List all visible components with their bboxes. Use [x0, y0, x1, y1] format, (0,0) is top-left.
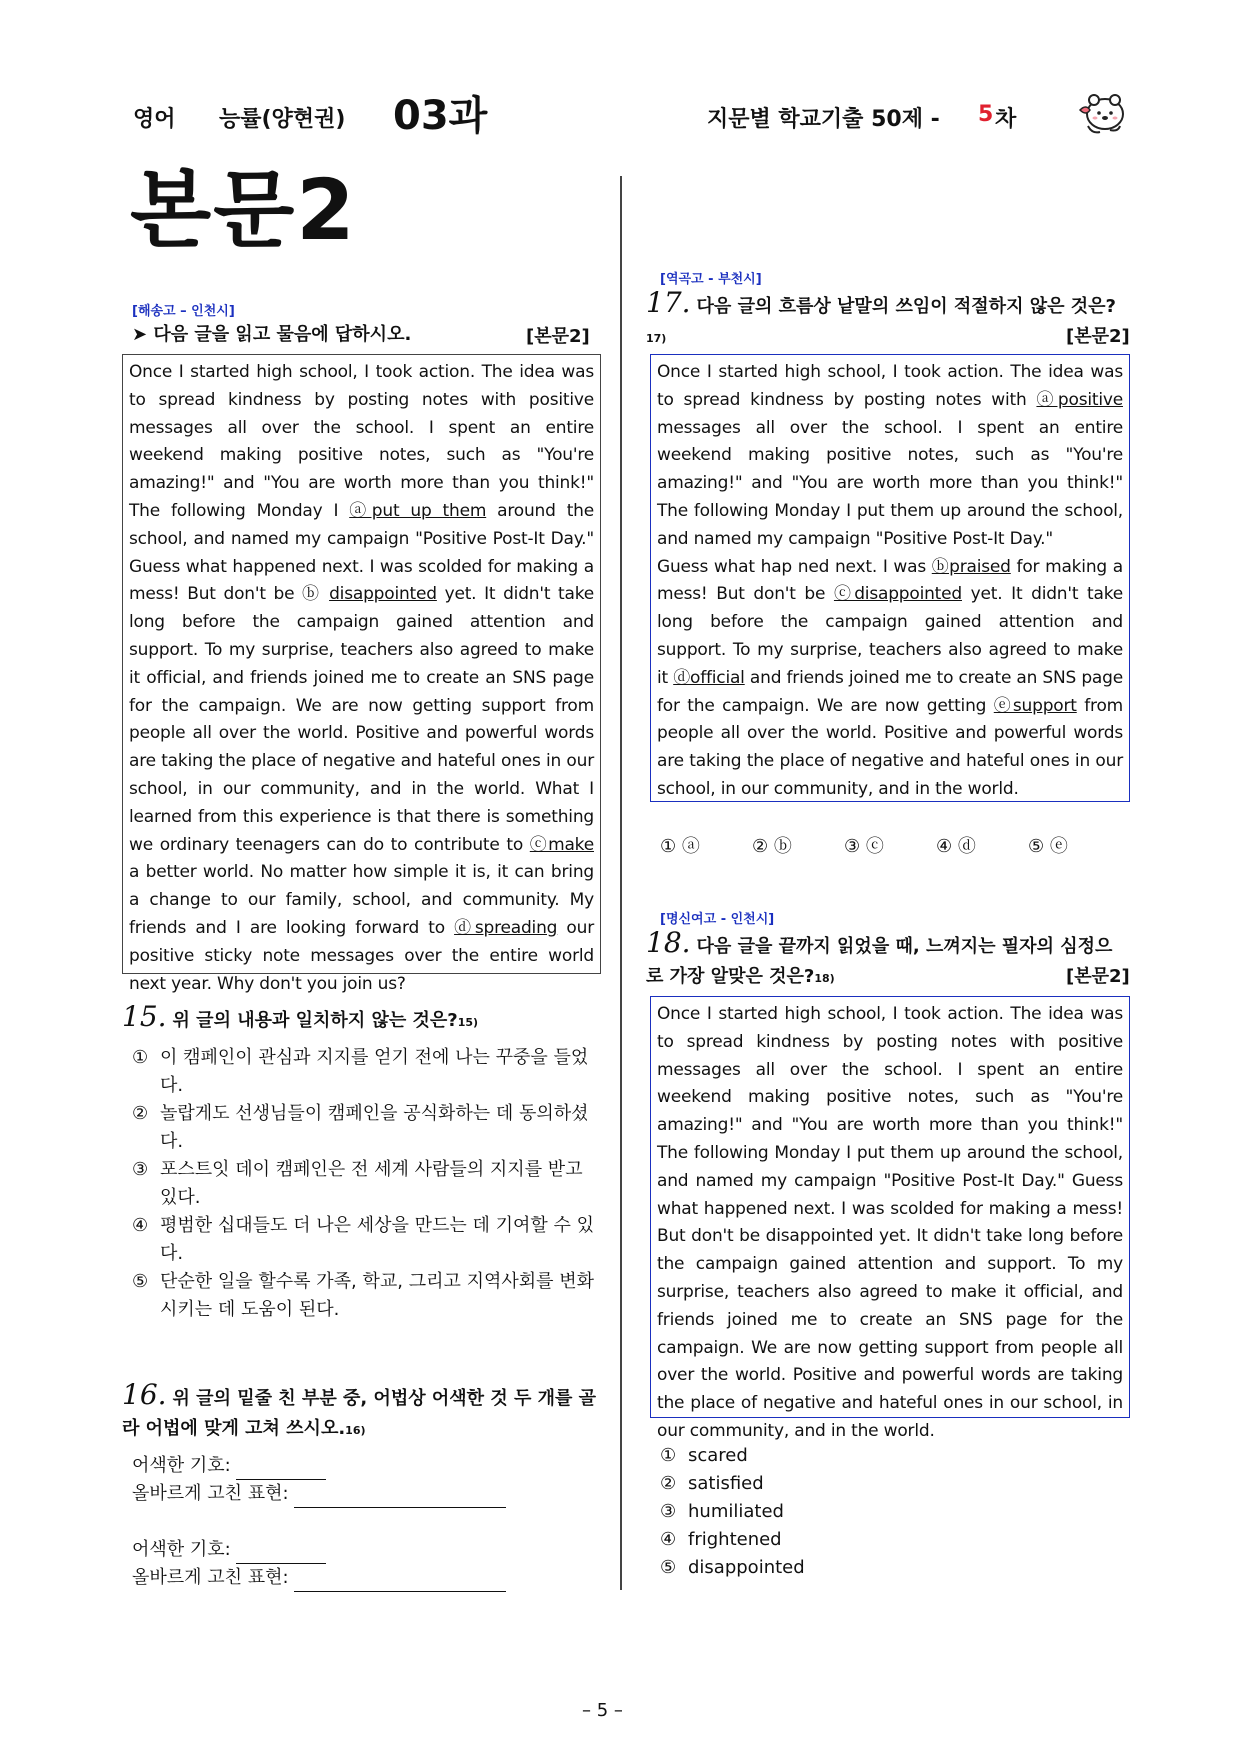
q17-passage-text-4: for making a mess! But don't be [657, 556, 1123, 605]
choice-item[interactable] [132, 1156, 602, 1212]
answer-fix-blank[interactable] [294, 1572, 506, 1592]
page-title: 본문2 [130, 161, 357, 259]
underline-c: ⓒmake [529, 834, 594, 855]
choice-text: frightened [688, 1529, 782, 1550]
question-17 [646, 288, 1126, 354]
question-text: 다음 글을 끝까지 읽었을 때, 느껴지는 필자의 심정으로 가장 알맞은 것은? [646, 936, 1113, 987]
choice-item[interactable]: ① ⓐ [660, 836, 700, 857]
footnote-ref: 17) [646, 332, 667, 345]
textbook-label: 능률(양현권) [219, 107, 346, 132]
round-suffix: 차 [995, 107, 1017, 132]
underline-c: ⓒdisappointed [833, 584, 962, 605]
q18-passage-tag: [본문2] [1066, 966, 1130, 987]
left-passage-text-5: our positive sticky note messages over the entire world next year. Why don't you join us? [129, 917, 594, 994]
left-passage-text-3: yet. It didn't take long before the campaign gained attention and support. To my surprise, teachers also agreed to make it official, and friends joined me to create an SNS page for the campaign. We are now getting support from people all over the world. Positive and powerful words are taking the place of negative and hateful ones in our school, in our community, and in the world. What I learned from this experience is that there is something we ordinary teenagers can do to contribute to [129, 584, 594, 855]
choice-text: 단순한 일을 할수록 가족, 학교, 그리고 지역사회를 변화시키는 데 도움이 된다. [160, 1271, 595, 1320]
subject-label: 영어 [133, 107, 176, 132]
choice-text: 포스트잇 데이 캠페인은 전 세계 사람들의 지지를 받고 있다. [160, 1159, 583, 1208]
question-number: 16. [122, 1378, 167, 1411]
choice-mark: ③ [132, 1159, 149, 1180]
footnote-ref: 18) [814, 972, 835, 985]
underline-d: ⓓspreading [454, 917, 558, 938]
choice-text: 놀랍게도 선생님들이 캠페인을 공식화하는 데 동의하셨다. [160, 1103, 589, 1152]
choice-item[interactable]: ② ⓑ [752, 836, 792, 857]
answer-symbol-label: 어색한 기호: [132, 1539, 231, 1560]
q18-passage: Once I started high school, I took action. The idea was to spread kindness by posting notes with positive messages all over the school. I spent an entire weekend making positive notes, such as "You're amazing!" and "You are worth more than you think!" The following Monday I put them up around the school, and named my campaign "Positive Post-It Day." Guess what happened next. I was scolded for making a mess! But don't be disappointed yet. It didn't take long before the campaign gained attention and support. To my surprise, teachers also agreed to make it official, and friends joined me to create an SNS page for the campaign. We are now getting support from people all over the world. Positive and powerful words are taking the place of negative and hateful ones in our school, in our community, and in the world. [650, 996, 1130, 1418]
answer-symbol-blank[interactable] [236, 1544, 326, 1564]
choice-item[interactable] [660, 1442, 960, 1470]
q18-choices [660, 1442, 960, 1582]
answer-symbol-blank[interactable] [236, 1460, 326, 1480]
choice-text: disappointed [688, 1557, 805, 1578]
page-header [0, 0, 1240, 150]
q17-passage-tag: [본문2] [1066, 326, 1130, 347]
choice-mark: ④ [132, 1215, 149, 1236]
choice-item[interactable] [132, 1044, 602, 1100]
q17-passage-text-1: Once I started high school, I took action. The idea was to spread kindness by posting notes with [657, 362, 1123, 410]
question-16 [122, 1380, 602, 1446]
answer-fix-label: 올바르게 고친 표현: [132, 1483, 289, 1504]
choice-text: satisfied [688, 1473, 764, 1494]
q17-passage-text-3: Guess what hap ned next. I was [657, 556, 932, 577]
underline-a: ⓐput up them [349, 500, 487, 521]
question-text: 다음 글의 흐름상 낱말의 쓰임이 적절하지 않은 것은? [696, 296, 1116, 317]
q18-source-label: [명신여고 - 인천시] [660, 912, 775, 927]
underline-d: ⓓofficial [673, 667, 745, 688]
choice-item[interactable] [660, 1526, 960, 1554]
choice-item[interactable] [132, 1268, 602, 1324]
underline-e: ⓔsupport [993, 695, 1077, 716]
left-source-label: [해송고 – 인천시] [132, 304, 235, 319]
q17-passage-text-2: messages all over the school. I spent an entire weekend making positive notes, such as "You're amazing!" and "You are worth more than you think!" The following Monday I put them up around the school, and named my campaign "Positive Post-It Day." [657, 417, 1123, 549]
instruction-text: ➤ 다음 글을 읽고 물음에 답하시오. [132, 324, 412, 345]
question-15 [122, 1002, 602, 1038]
page-number: – 5 – [582, 1700, 623, 1721]
underline-b: ⓑpraised [931, 556, 1011, 577]
bear-mascot-icon [1076, 86, 1128, 138]
question-number: 17. [646, 286, 691, 319]
choice-text: scared [688, 1445, 748, 1466]
question-text: 위 글의 내용과 일치하지 않는 것은? [172, 1010, 458, 1031]
choice-item[interactable] [660, 1498, 960, 1526]
choice-mark: ② [132, 1103, 149, 1124]
q17-passage-text-6: and friends joined me to create an SNS page for the campaign. We are now getting [657, 667, 1123, 716]
choice-mark: ④ [660, 1529, 677, 1550]
question-number: 18. [646, 926, 691, 959]
underline-a: ⓐpositive [1036, 389, 1123, 410]
choice-item[interactable]: ③ ⓒ [844, 836, 884, 857]
question-18 [646, 928, 1126, 994]
choice-item[interactable] [132, 1100, 602, 1156]
answer-symbol-label: 어색한 기호: [132, 1455, 231, 1476]
choice-item[interactable] [132, 1212, 602, 1268]
column-divider [620, 176, 622, 1590]
footnote-ref: 15) [457, 1016, 479, 1029]
q17-passage-text-7: from people all over the world. Positive and powerful words are taking the place of negative and hateful ones in our school, in our community, and in the world. [657, 695, 1124, 799]
choice-text: 이 캠페인이 관심과 지지를 얻기 전에 나는 꾸중을 들었다. [160, 1047, 589, 1096]
question-text: 위 글의 밑줄 친 부분 중, 어법상 어색한 것 두 개를 골라 어법에 맞게 고쳐 쓰시오. [122, 1388, 597, 1439]
q17-passage-text-5: yet. It didn't take long before the campaign gained attention and support. To my surprise, teachers also agreed to make it [657, 584, 1123, 688]
q17-passage [650, 354, 1130, 802]
choice-item[interactable] [660, 1470, 960, 1498]
choice-text: humiliated [688, 1501, 784, 1522]
choice-mark: ⑤ [132, 1271, 149, 1292]
round-number: 5 [978, 102, 994, 127]
left-passage-text-1: Once I started high school, I took action. The idea was to spread kindness by posting notes with positive messages all over the school. I spent an entire weekend making positive notes, such as "You're amazing!" and "You are worth more than you think!" The following Monday I [129, 362, 594, 521]
q17-paragraph-2 [657, 554, 1123, 804]
choice-mark: ① [132, 1047, 149, 1068]
question-number: 15. [122, 1000, 167, 1033]
left-passage-tag: [본문2] [526, 326, 590, 347]
left-instruction [132, 320, 594, 346]
choice-item[interactable] [660, 1554, 960, 1582]
choice-text: 평범한 십대들도 더 나은 세상을 만드는 데 기여할 수 있다. [160, 1215, 595, 1264]
series-label: 지문별 학교기출 50제 - [707, 107, 940, 132]
choice-item[interactable]: ④ ⓓ [936, 836, 976, 857]
underline-b: disappointed [329, 584, 437, 605]
choice-mark: ① [660, 1445, 677, 1466]
choice-mark: ③ [660, 1501, 677, 1522]
lesson-label: 03과 [393, 93, 488, 139]
choice-mark: ⑤ [660, 1557, 677, 1578]
footnote-ref: 16) [345, 1424, 366, 1437]
answer-fix-blank[interactable] [294, 1488, 506, 1508]
answer-fix-row-2 [132, 1564, 506, 1592]
answer-fix-row-1 [132, 1480, 506, 1508]
q15-choices [132, 1044, 602, 1324]
answer-fix-label: 올바르게 고친 표현: [132, 1567, 289, 1588]
q17-source-label: [역곡고 - 부천시] [660, 272, 762, 287]
left-passage [122, 354, 601, 994]
choice-item[interactable]: ⑤ ⓔ [1028, 836, 1068, 857]
left-passage-text-2: around the school, and named my campaign "Positive Post-It Day." Guess what happened next. I was scolded for making a mess! But don't be ⓑ [129, 500, 594, 605]
q17-choices [660, 832, 1120, 858]
choice-mark: ② [660, 1473, 677, 1494]
answer-symbol-row-2 [132, 1536, 326, 1564]
answer-symbol-row-1 [132, 1452, 326, 1480]
left-passage-text-4: a better world. No matter how simple it is, it can bring a change to our family, school, and community. My friends and I are looking forward to [129, 862, 594, 938]
